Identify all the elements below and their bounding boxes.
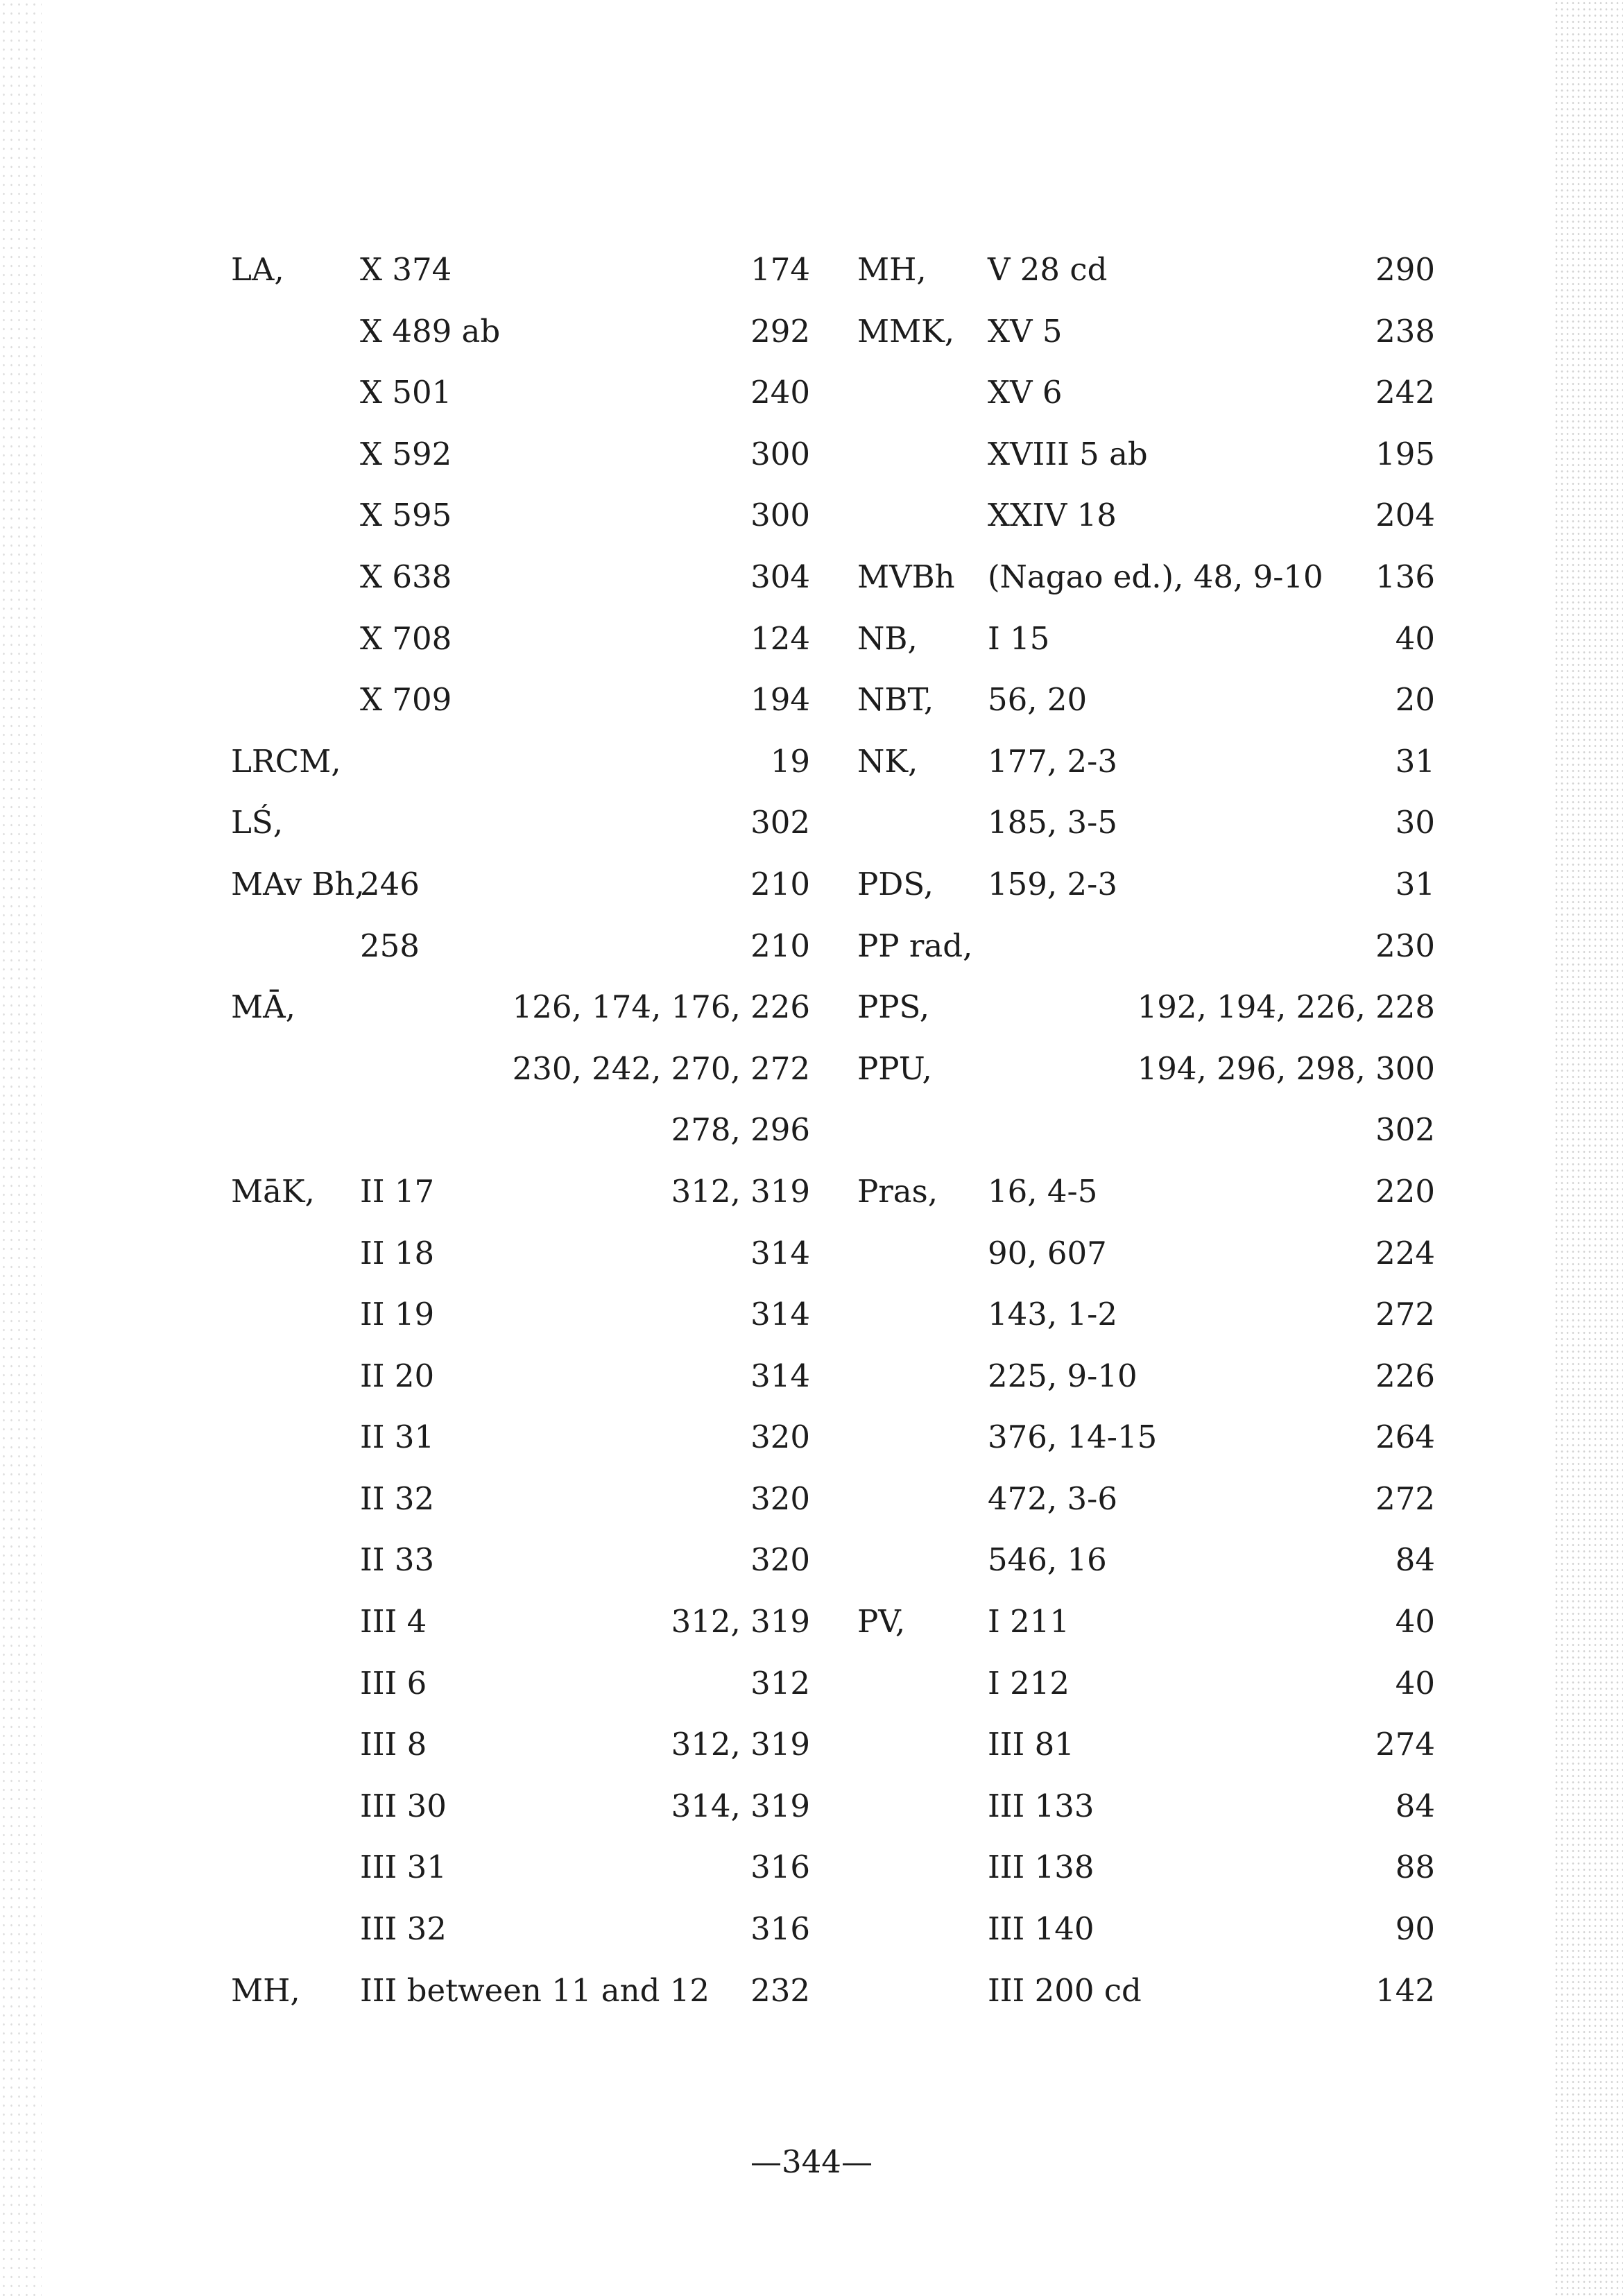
index-entry xyxy=(857,424,1435,486)
entry-page: 290 xyxy=(1375,251,1435,288)
entry-ref: 177, 2-3 xyxy=(988,742,1117,780)
entry-page: 20 xyxy=(1395,681,1435,719)
entry-ref: 225, 9-10 xyxy=(988,1357,1137,1394)
index-entry xyxy=(231,301,810,363)
entry-page: 312, 319 xyxy=(671,1172,810,1210)
entry-ref: 185, 3-5 xyxy=(988,804,1117,841)
index-entry xyxy=(857,547,1435,608)
entry-ref: III 138 xyxy=(988,1849,1094,1886)
entry-page: 84 xyxy=(1395,1787,1435,1824)
entry-ref: 56, 20 xyxy=(988,681,1088,719)
entry-page: 126, 174, 176, 226 xyxy=(512,988,810,1026)
entry-abbr: NB, xyxy=(857,619,918,657)
entry-abbr: LA, xyxy=(231,251,284,288)
entry-page: 194 xyxy=(750,681,810,719)
entry-abbr: MH, xyxy=(231,1971,300,2009)
entry-ref: X 501 xyxy=(360,374,452,411)
entry-page: 314 xyxy=(750,1357,810,1394)
index-entry xyxy=(857,608,1435,670)
entry-page: 84 xyxy=(1395,1541,1435,1579)
entry-abbr: Pras, xyxy=(857,1172,938,1210)
entry-ref: III 8 xyxy=(360,1726,427,1763)
entry-ref: XVIII 5 ab xyxy=(988,435,1148,472)
index-entry xyxy=(857,1223,1435,1285)
index-entry xyxy=(231,608,810,670)
entry-page: 314, 319 xyxy=(671,1787,810,1824)
entry-page: 274 xyxy=(1375,1726,1435,1763)
index-entry xyxy=(231,669,810,731)
index-entry xyxy=(231,1653,810,1715)
entry-page: 136 xyxy=(1375,558,1435,595)
entry-ref: III 31 xyxy=(360,1849,447,1886)
entry-ref: II 33 xyxy=(360,1541,435,1579)
entry-page: 40 xyxy=(1395,1664,1435,1702)
entry-page: 40 xyxy=(1395,619,1435,657)
index-entry xyxy=(857,485,1435,547)
index-entry xyxy=(231,362,810,424)
entry-page: 242 xyxy=(1375,374,1435,411)
entry-ref: III 200 cd xyxy=(988,1971,1142,2009)
entry-ref: II 20 xyxy=(360,1357,435,1394)
entry-ref: X 592 xyxy=(360,435,452,472)
entry-abbr: MMK, xyxy=(857,312,955,350)
index-entry xyxy=(231,1591,810,1653)
entry-abbr: PP rad, xyxy=(857,927,973,964)
entry-page: 272 xyxy=(1375,1480,1435,1517)
index-entry xyxy=(857,977,1435,1038)
entry-page: 312, 319 xyxy=(671,1726,810,1763)
index-entry xyxy=(857,731,1435,793)
entry-ref: 258 xyxy=(360,927,420,964)
entry-page: 194, 296, 298, 300 xyxy=(1137,1050,1435,1087)
entry-page: 320 xyxy=(750,1419,810,1456)
index-entry xyxy=(857,669,1435,731)
index-entry xyxy=(231,977,810,1038)
entry-ref: XV 5 xyxy=(988,312,1063,350)
entry-ref: 16, 4-5 xyxy=(988,1172,1098,1210)
entry-ref: III 6 xyxy=(360,1664,427,1702)
index-entry xyxy=(231,792,810,854)
entry-abbr: MāK, xyxy=(231,1172,315,1210)
entry-ref: X 638 xyxy=(360,558,452,595)
entry-ref: V 28 cd xyxy=(988,251,1108,288)
index-column-right xyxy=(857,239,1435,2021)
entry-abbr: MVBh xyxy=(857,558,955,595)
index-entry xyxy=(231,1714,810,1776)
entry-page: 232 xyxy=(750,1971,810,2009)
index-entry xyxy=(857,362,1435,424)
index-entry xyxy=(857,1099,1435,1161)
entry-page: 31 xyxy=(1395,742,1435,780)
entry-ref: XXIV 18 xyxy=(988,497,1117,534)
entry-page: 312 xyxy=(750,1664,810,1702)
entry-page: 300 xyxy=(750,497,810,534)
index-entry xyxy=(857,1837,1435,1899)
entry-ref: II 31 xyxy=(360,1419,435,1456)
entry-page: 238 xyxy=(1375,312,1435,350)
index-entry xyxy=(231,1223,810,1285)
index-entry xyxy=(231,239,810,301)
entry-ref: X 708 xyxy=(360,619,452,657)
index-entry xyxy=(231,1038,810,1100)
entry-page: 19 xyxy=(770,742,810,780)
index-entry xyxy=(231,1960,810,2022)
entry-ref: I 212 xyxy=(988,1664,1070,1702)
index-entry xyxy=(231,547,810,608)
index-entry xyxy=(857,1346,1435,1407)
index-entry xyxy=(857,1161,1435,1223)
entry-ref: III 140 xyxy=(988,1910,1094,1948)
entry-abbr: PDS, xyxy=(857,865,934,902)
entry-abbr: MĀ, xyxy=(231,988,295,1026)
index-entry xyxy=(231,1899,810,1960)
entry-page: 240 xyxy=(750,374,810,411)
entry-ref: XV 6 xyxy=(988,374,1063,411)
index-entry xyxy=(231,1468,810,1530)
entry-page: 124 xyxy=(750,619,810,657)
entry-ref: II 18 xyxy=(360,1234,435,1271)
entry-ref: X 374 xyxy=(360,251,452,288)
entry-page: 316 xyxy=(750,1849,810,1886)
index-entry xyxy=(857,792,1435,854)
entry-abbr: PPU, xyxy=(857,1050,932,1087)
page-number: —344— xyxy=(750,2143,873,2180)
entry-ref: III 133 xyxy=(988,1787,1094,1824)
entry-ref: II 19 xyxy=(360,1296,435,1333)
entry-page: 312, 319 xyxy=(671,1603,810,1640)
index-entry xyxy=(231,854,810,916)
index-entry xyxy=(857,916,1435,977)
entry-page: 88 xyxy=(1395,1849,1435,1886)
entry-abbr: MH, xyxy=(857,251,927,288)
entry-ref: X 709 xyxy=(360,681,452,719)
entry-ref: 472, 3-6 xyxy=(988,1480,1117,1517)
entry-ref: III 81 xyxy=(988,1726,1074,1763)
entry-ref: 159, 2-3 xyxy=(988,865,1117,902)
scan-edge-left xyxy=(0,0,42,2296)
entry-page: 220 xyxy=(1375,1172,1435,1210)
entry-ref: 376, 14-15 xyxy=(988,1419,1158,1456)
index-entry xyxy=(231,1099,810,1161)
index-entry xyxy=(231,1837,810,1899)
entry-page: 264 xyxy=(1375,1419,1435,1456)
entry-ref: X 595 xyxy=(360,497,452,534)
entry-ref: III 4 xyxy=(360,1603,427,1640)
index-entry xyxy=(857,1714,1435,1776)
entry-page: 292 xyxy=(750,312,810,350)
index-entry xyxy=(857,1468,1435,1530)
index-entry xyxy=(231,916,810,977)
entry-page: 204 xyxy=(1375,497,1435,534)
index-entry xyxy=(857,854,1435,916)
entry-abbr: LŚ, xyxy=(231,804,284,841)
entry-page: 192, 194, 226, 228 xyxy=(1137,988,1435,1026)
entry-page: 30 xyxy=(1395,804,1435,841)
entry-abbr: MAv Bh, xyxy=(231,865,365,902)
index-entry xyxy=(857,301,1435,363)
entry-abbr: NBT, xyxy=(857,681,934,719)
entry-page: 224 xyxy=(1375,1234,1435,1271)
index-entry xyxy=(231,1530,810,1591)
entry-page: 278, 296 xyxy=(671,1111,810,1149)
index-entry xyxy=(857,1284,1435,1346)
entry-ref: III 32 xyxy=(360,1910,447,1948)
entry-ref: 90, 607 xyxy=(988,1234,1107,1271)
entry-page: 31 xyxy=(1395,865,1435,902)
entry-page: 304 xyxy=(750,558,810,595)
index-entry xyxy=(231,1161,810,1223)
index-entry xyxy=(231,424,810,486)
entry-abbr: PPS, xyxy=(857,988,930,1026)
index-entry xyxy=(857,1653,1435,1715)
entry-abbr: PV, xyxy=(857,1603,906,1640)
entry-ref: II 32 xyxy=(360,1480,435,1517)
index-column-left xyxy=(231,239,810,2021)
entry-page: 230, 242, 270, 272 xyxy=(512,1050,810,1087)
entry-page: 316 xyxy=(750,1910,810,1948)
index-entry xyxy=(857,1407,1435,1468)
entry-page: 230 xyxy=(1375,927,1435,964)
index-entry xyxy=(857,1899,1435,1960)
index-entry xyxy=(857,239,1435,301)
entry-ref: III between 11 and 12 xyxy=(360,1971,710,2009)
index-entry xyxy=(231,485,810,547)
entry-page: 302 xyxy=(1375,1111,1435,1149)
index-entry xyxy=(857,1038,1435,1100)
entry-page: 320 xyxy=(750,1541,810,1579)
index-entry xyxy=(857,1530,1435,1591)
entry-page: 142 xyxy=(1375,1971,1435,2009)
entry-ref: I 15 xyxy=(988,619,1050,657)
entry-page: 302 xyxy=(750,804,810,841)
index-entry xyxy=(857,1960,1435,2022)
entry-ref: I 211 xyxy=(988,1603,1070,1640)
scan-edge-right xyxy=(1554,0,1623,2296)
entry-page: 195 xyxy=(1375,435,1435,472)
entry-page: 210 xyxy=(750,865,810,902)
index-entry xyxy=(857,1591,1435,1653)
entry-abbr: LRCM, xyxy=(231,742,341,780)
entry-page: 90 xyxy=(1395,1910,1435,1948)
index-entry xyxy=(231,1346,810,1407)
entry-ref: III 30 xyxy=(360,1787,447,1824)
index-entry xyxy=(231,731,810,793)
entry-ref: X 489 ab xyxy=(360,312,501,350)
entry-page: 226 xyxy=(1375,1357,1435,1394)
entry-ref: (Nagao ed.), 48, 9-10 xyxy=(988,558,1323,595)
entry-page: 210 xyxy=(750,927,810,964)
entry-ref: II 17 xyxy=(360,1172,435,1210)
entry-page: 40 xyxy=(1395,1603,1435,1640)
index-entry xyxy=(231,1776,810,1837)
entry-page: 300 xyxy=(750,435,810,472)
entry-ref: 143, 1-2 xyxy=(988,1296,1117,1333)
index-entry xyxy=(857,1776,1435,1837)
entry-page: 320 xyxy=(750,1480,810,1517)
entry-ref: 246 xyxy=(360,865,420,902)
entry-page: 272 xyxy=(1375,1296,1435,1333)
entry-page: 314 xyxy=(750,1296,810,1333)
entry-page: 314 xyxy=(750,1234,810,1271)
index-entry xyxy=(231,1284,810,1346)
entry-abbr: NK, xyxy=(857,742,918,780)
entry-ref: 546, 16 xyxy=(988,1541,1107,1579)
entry-page: 174 xyxy=(750,251,810,288)
index-entry xyxy=(231,1407,810,1468)
